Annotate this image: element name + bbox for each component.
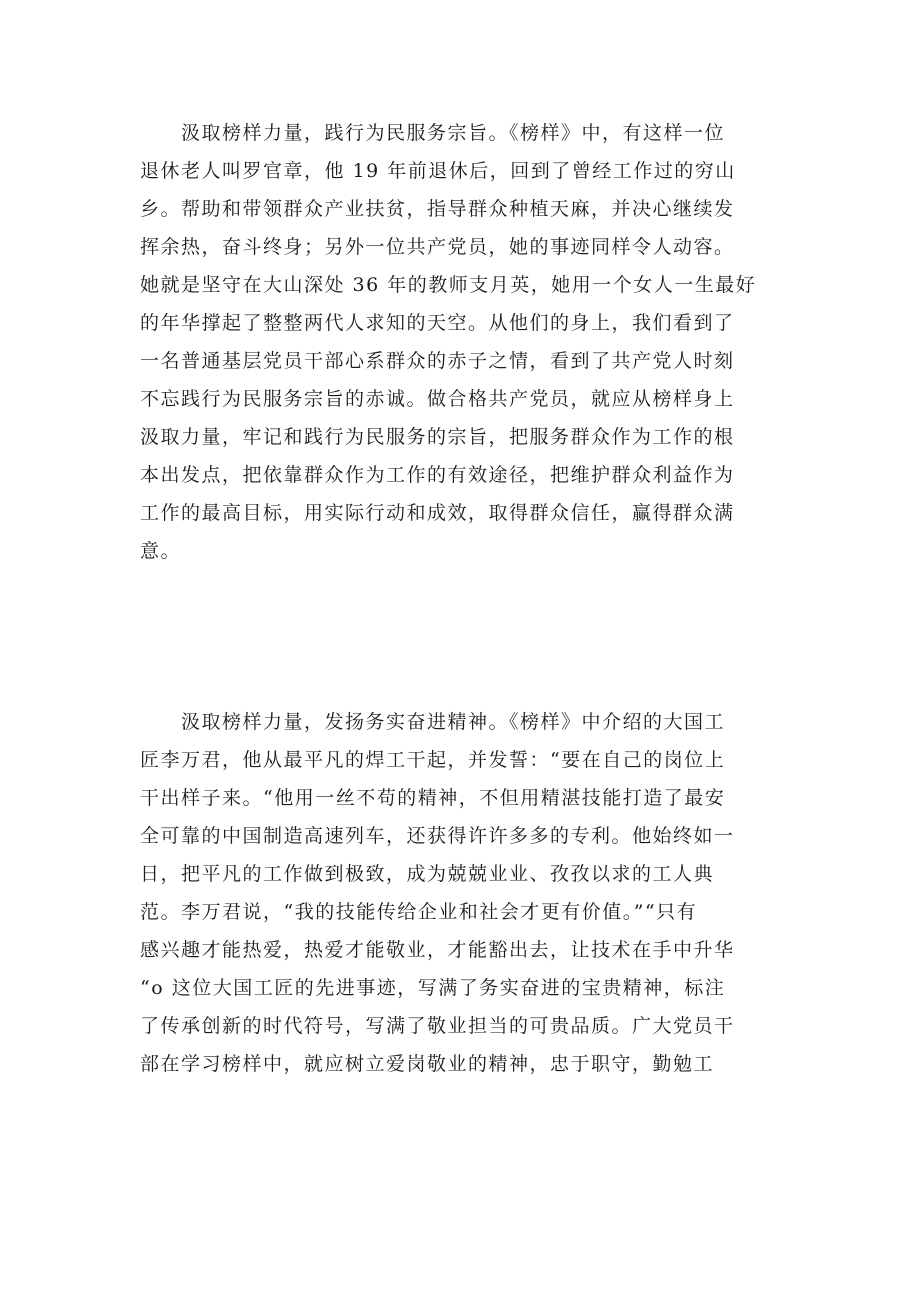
- text-line: 退休老人叫罗官章，他 19 年前退休后，回到了曾经工作过的穷山: [140, 160, 736, 182]
- paragraph-1: [140, 114, 790, 570]
- text-line: 干出样子来。“他用一丝不苟的精神，不但用精湛技能打造了最安: [140, 787, 726, 809]
- text-line: 匠李万君，他从最平凡的焊工干起，并发誓：“要在自己的岗位上: [140, 749, 726, 771]
- text-line: 全可靠的中国制造高速列车，还获得许许多多的专利。他始终如一: [140, 825, 735, 847]
- text-line: 挥余热，奋斗终身；另外一位共产党员，她的事迹同样令人动容。: [140, 236, 735, 258]
- text-line: 感兴趣才能热爱，热爱才能敬业，才能豁出去，让技术在手中升华: [140, 939, 735, 961]
- text-line: 她就是坚守在大山深处 36 年的教师支月英，她用一个女人一生最好: [140, 274, 757, 296]
- text-line: 汲取榜样力量，发扬务实奋进精神。《榜样》中介绍的大国工: [140, 711, 726, 733]
- text-line: 不忘践行为民服务宗旨的赤诚。做合格共产党员，就应从榜样身上: [140, 388, 735, 410]
- text-line: “o 这位大国工匠的先进事迹，写满了务实奋进的宝贵精神，标注: [140, 977, 726, 999]
- text-line: 部在学习榜样中，就应树立爱岗敬业的精神，忠于职守，勤勉工: [140, 1053, 715, 1075]
- text-line: 的年华撑起了整整两代人求知的天空。从他们的身上，我们看到了: [140, 312, 735, 334]
- text-line: 范。李万君说，“我的技能传给企业和社会才更有价值。”“只有: [140, 901, 698, 923]
- text-line: 了传承创新的时代符号，写满了敬业担当的可贵品质。广大党员干: [140, 1015, 735, 1037]
- paragraph-2: [140, 703, 790, 1083]
- text-line: 本出发点，把依靠群众作为工作的有效途径，把维护群众利益作为: [140, 464, 735, 486]
- text-line: 汲取力量，牢记和践行为民服务的宗旨，把服务群众作为工作的根: [140, 426, 735, 448]
- text-line: 一名普通基层党员干部心系群众的赤子之情，看到了共产党人时刻: [140, 350, 735, 372]
- text-line: 工作的最高目标，用实际行动和成效，取得群众信任，赢得群众满: [140, 502, 735, 524]
- text-line: 日，把平凡的工作做到极致，成为兢兢业业、孜孜以求的工人典: [140, 863, 715, 885]
- text-line: 意。: [140, 540, 182, 562]
- text-line: 汲取榜样力量，践行为民服务宗旨。《榜样》中，有这样一位: [140, 122, 726, 144]
- text-line: 乡。帮助和带领群众产业扶贫，指导群众种植天麻，并决心继续发: [140, 198, 735, 220]
